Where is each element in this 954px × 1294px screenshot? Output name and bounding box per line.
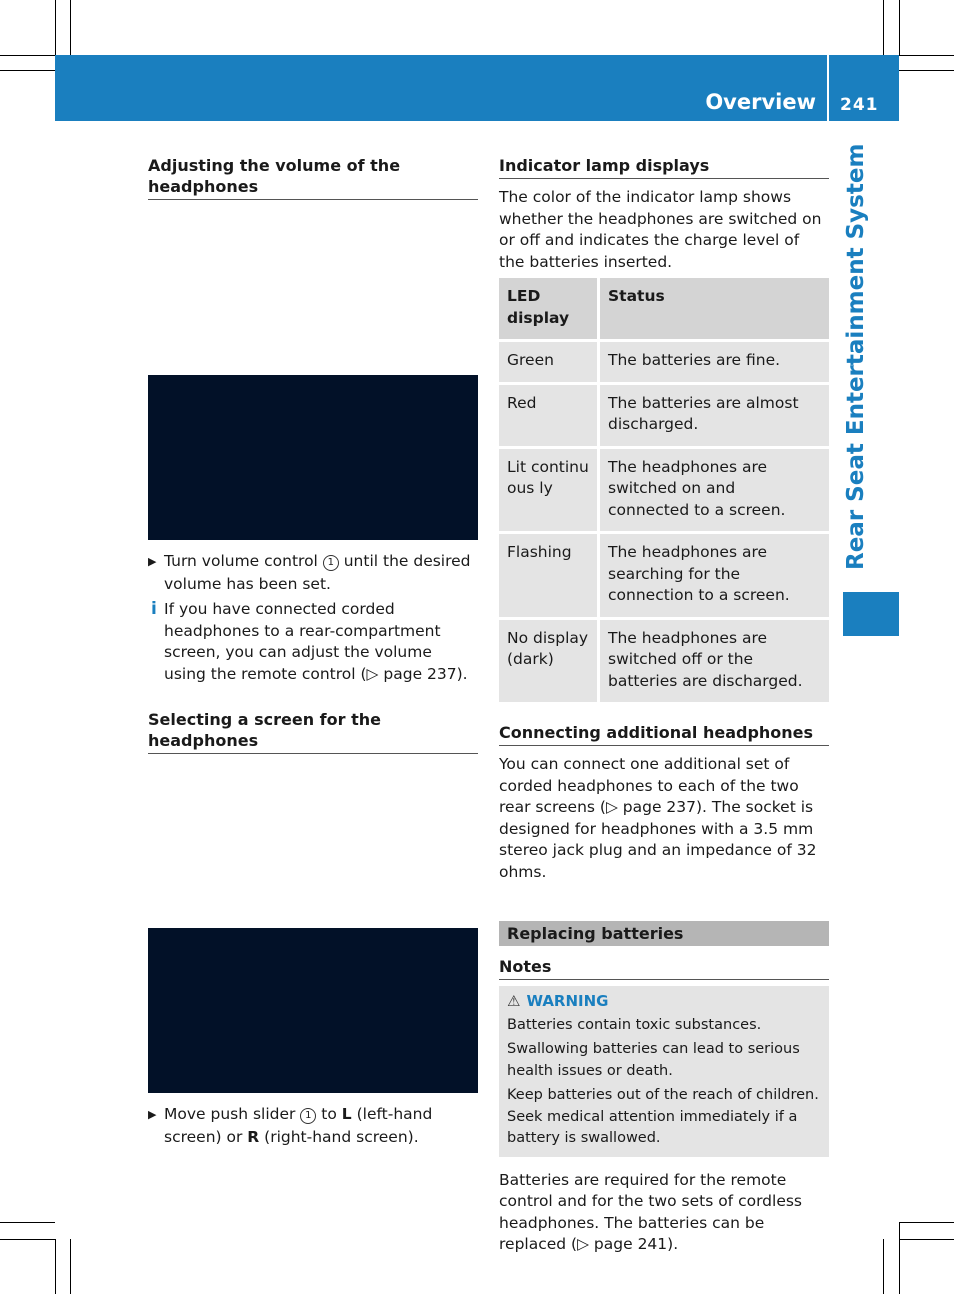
section-bar-replacing-batteries: Replacing batteries [499, 921, 829, 946]
crop-mark [70, 0, 71, 55]
crop-mark [883, 1239, 884, 1294]
instruction-step: ▶ Turn volume control 1 until the desired volume has been set. [148, 552, 471, 593]
side-tab-marker [843, 592, 899, 636]
crop-mark [0, 1239, 55, 1240]
section-title-select-screen: Selecting a screen for the headphones [148, 709, 478, 754]
table-row: Flashing The headphones are searching for the connection to a screen. [499, 533, 829, 619]
warning-heading: ⚠ WARNING [507, 992, 609, 1010]
warning-line: Keep batteries out of the reach of children. Seek medical attention immediately if a battery is swallowed. [507, 1087, 819, 1146]
image-placeholder-space [148, 200, 478, 375]
crop-mark [55, 0, 56, 55]
column-header-led: LED display [499, 278, 599, 341]
push-slider-illustration [148, 928, 478, 1093]
table-header-row [499, 278, 829, 341]
table-row: Lit continuous ly The headphones are switched on and connected to a screen. [499, 447, 829, 533]
callout-number: 1 [323, 555, 339, 571]
crop-mark [899, 1222, 954, 1223]
arrow-right-icon: ▶ [148, 555, 157, 568]
table-row: Red The batteries are almost discharged. [499, 383, 829, 447]
column-header-status: Status [599, 278, 830, 341]
image-placeholder-space [148, 754, 478, 928]
page-number: 241 [840, 95, 879, 115]
info-note: i If you have connected corded headphones to a rear-compartment screen, you can adjust the volume using the remote control (▷ page 237). [151, 599, 468, 683]
section-title-additional-headphones: Connecting additional headphones [499, 722, 829, 746]
warning-box [499, 986, 829, 1157]
arrow-right-icon: ▶ [148, 1108, 157, 1121]
indicator-intro: The color of the indicator lamp shows whether the headphones are switched on or off and indicates the charge level of the batteries inserted. [499, 188, 822, 271]
additional-headphones-text: You can connect one additional set of corded headphones to each of the two rear screens (▷ page 237). The socket is designed for headphones with a 3.5 mm stereo jack plug and an impedance of 32 ohms. [499, 755, 817, 881]
crop-mark [70, 1239, 71, 1294]
crop-mark [883, 0, 884, 55]
table-row: No display (dark) The headphones are switched off or the batteries are discharged. [499, 618, 829, 702]
crop-mark [0, 70, 55, 71]
crop-mark [899, 1222, 900, 1294]
right-column [499, 155, 829, 1256]
crop-mark [899, 1239, 954, 1240]
table-row: Green The batteries are fine. [499, 341, 829, 384]
crop-mark [55, 1239, 56, 1294]
warning-line: Swallowing batteries can lead to serious health issues or death. [507, 1041, 800, 1079]
warning-triangle-icon: ⚠ [507, 992, 521, 1010]
left-column [148, 155, 478, 1149]
instruction-step: ▶ Move push slider 1 to L (left-hand screen) or R (right-hand screen). [148, 1105, 433, 1146]
headphones-volume-illustration [148, 375, 478, 540]
crop-mark [0, 55, 55, 56]
crop-mark [899, 55, 954, 56]
crop-mark [0, 1222, 55, 1223]
section-title-indicator: Indicator lamp displays [499, 155, 829, 179]
section-title-volume: Adjusting the volume of the headphones [148, 155, 478, 200]
led-status-table [499, 278, 829, 702]
callout-number: 1 [300, 1108, 316, 1124]
header-title: Overview [705, 90, 816, 114]
side-tab-label: Rear Seat Entertainment System [843, 143, 869, 570]
crop-mark [899, 0, 900, 55]
crop-mark [899, 70, 954, 71]
warning-line: Batteries contain toxic substances. [507, 1016, 762, 1033]
closing-text: Batteries are required for the remote control and for the two sets of cordless headphones. The batteries can be replaced (▷ page 241). [499, 1170, 803, 1253]
info-icon: i [151, 599, 157, 619]
notes-title: Notes [499, 956, 829, 980]
header-separator [827, 55, 829, 121]
